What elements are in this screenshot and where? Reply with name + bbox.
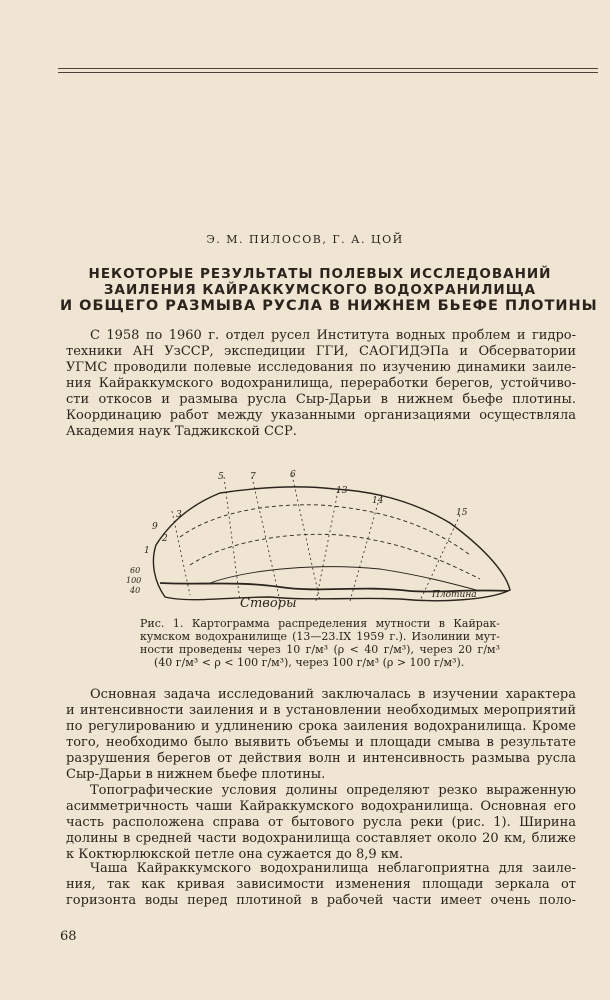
- contour-label: 14: [372, 496, 384, 506]
- section-line: [224, 477, 240, 601]
- article-title: [60, 266, 598, 314]
- body-line: асимметричность чаши Кайраккумского водохранилища. Основная его: [66, 799, 576, 814]
- contour-label: 9: [152, 522, 158, 532]
- plotina-label: Плотина: [432, 590, 477, 600]
- title-line-1: НЕКОТОРЫЕ РЕЗУЛЬТАТЫ ПОЛЕВЫХ ИССЛЕДОВАНИЙ: [88, 266, 552, 282]
- contour-label: 2: [162, 534, 168, 544]
- body-line: Сыр-Дарьи в нижнем бьефе плотины.: [66, 767, 326, 782]
- body-line: Чаша Кайраккумского водохранилища неблагоприятна для заиле-: [90, 861, 576, 876]
- body-line: и интенсивности заиления и в установлении необходимых мероприятий: [66, 703, 576, 718]
- isoline: [210, 567, 480, 591]
- contour-label: 3: [176, 510, 182, 520]
- title-line-3: И ОБЩЕГО РАЗМЫВА РУСЛА В НИЖНЕМ БЬЕФЕ ПЛОТИНЫ: [60, 298, 598, 314]
- section-line: [316, 491, 338, 601]
- header-rule-top: [58, 68, 598, 69]
- contour-label: 100: [126, 576, 142, 585]
- title-line-2: ЗАИЛЕНИЯ КАЙРАККУМСКОГО ВОДОХРАНИЛИЩА: [103, 282, 537, 298]
- header-rule-bottom: [58, 72, 598, 73]
- reservoir-turbidity-map: [120, 465, 520, 613]
- body-line: по регулированию и удлинению срока заиления водохранилища. Кроме: [66, 719, 576, 734]
- authors: Э. М. ПИЛОСОВ, Г. А. ЦОЙ: [206, 233, 404, 246]
- intro-line: Академия наук Таджикской ССР.: [66, 424, 297, 439]
- isoline: [180, 505, 470, 555]
- section-line: [292, 475, 320, 601]
- section-line: [252, 477, 280, 601]
- intro-line: С 1958 по 1960 г. отдел русел Института водных проблем и гидро-: [90, 328, 576, 343]
- contour-label: 1: [144, 546, 150, 556]
- contour-label: 60: [130, 566, 141, 575]
- body-line: горизонта воды перед плотиной в рабочей части имеет очень поло-: [66, 893, 576, 908]
- body-line: долины в средней части водохранилища составляет около 20 км, ближе: [66, 831, 576, 846]
- caption-line: кумском водохранилище (13—23.IX 1959 г.). Изолинии мут-: [140, 630, 500, 643]
- body-line: ния, так как кривая зависимости изменения площади зеркала от: [66, 877, 576, 892]
- intro-line: УГМС проводили полевые исследования по изучению динамики заиле-: [66, 360, 576, 375]
- intro-line: техники АН УзССР, экспедиции ГГИ, САОГИДЭПа и Обсерватории: [66, 344, 576, 359]
- page-number: 68: [60, 929, 77, 944]
- section-line: [350, 503, 378, 601]
- body-paragraph-3: [66, 861, 576, 909]
- isoline: [190, 534, 480, 579]
- intro-line: Координацию работ между указанными организациями осуществляла: [66, 408, 576, 423]
- caption-line: (40 г/м³ < ρ < 100 г/м³), через 100 г/м³ (ρ > 100 г/м³).: [154, 656, 465, 669]
- figure-caption: [140, 617, 500, 669]
- contour-label: 6: [290, 470, 296, 480]
- body-line: разрушения берегов от действия волн и интенсивность размыва русла: [66, 751, 576, 766]
- section-line: [172, 511, 190, 595]
- intro-paragraph: [66, 328, 576, 440]
- body-line: того, необходимо было выявить объемы и площади смыва в результате: [66, 735, 576, 750]
- contour-label: 13: [336, 486, 348, 496]
- body-paragraph-1: [66, 687, 576, 783]
- contour-label: 5: [218, 472, 224, 482]
- body-line: Основная задача исследований заключалась в изучении характера: [90, 687, 576, 702]
- body-line: Топографические условия долины определяют резко выраженную: [90, 783, 576, 798]
- body-line: к Коктюрлюкской петле она сужается до 8,9 км.: [66, 847, 404, 862]
- section-line: [420, 515, 460, 601]
- caption-line: Рис. 1. Картограмма распределения мутности в Кайрак-: [140, 617, 500, 630]
- body-paragraph-2: [66, 783, 576, 863]
- body-line: часть расположена справа от бытового русла реки (рис. 1). Ширина: [66, 815, 576, 830]
- contour-label: 40: [130, 586, 141, 595]
- intro-line: сти откосов и размыва русла Сыр-Дарьи в нижнем бьефе плотины.: [66, 392, 576, 407]
- stvory-label: Створы: [240, 596, 297, 611]
- contour-label: 7: [250, 472, 256, 482]
- intro-line: ния Кайраккумского водохранилища, переработки берегов, устойчиво-: [66, 376, 576, 391]
- contour-label: 15: [456, 508, 468, 518]
- caption-line: ности проведены через 10 г/м³ (ρ < 40 г/м³), через 20 г/м³: [140, 643, 500, 656]
